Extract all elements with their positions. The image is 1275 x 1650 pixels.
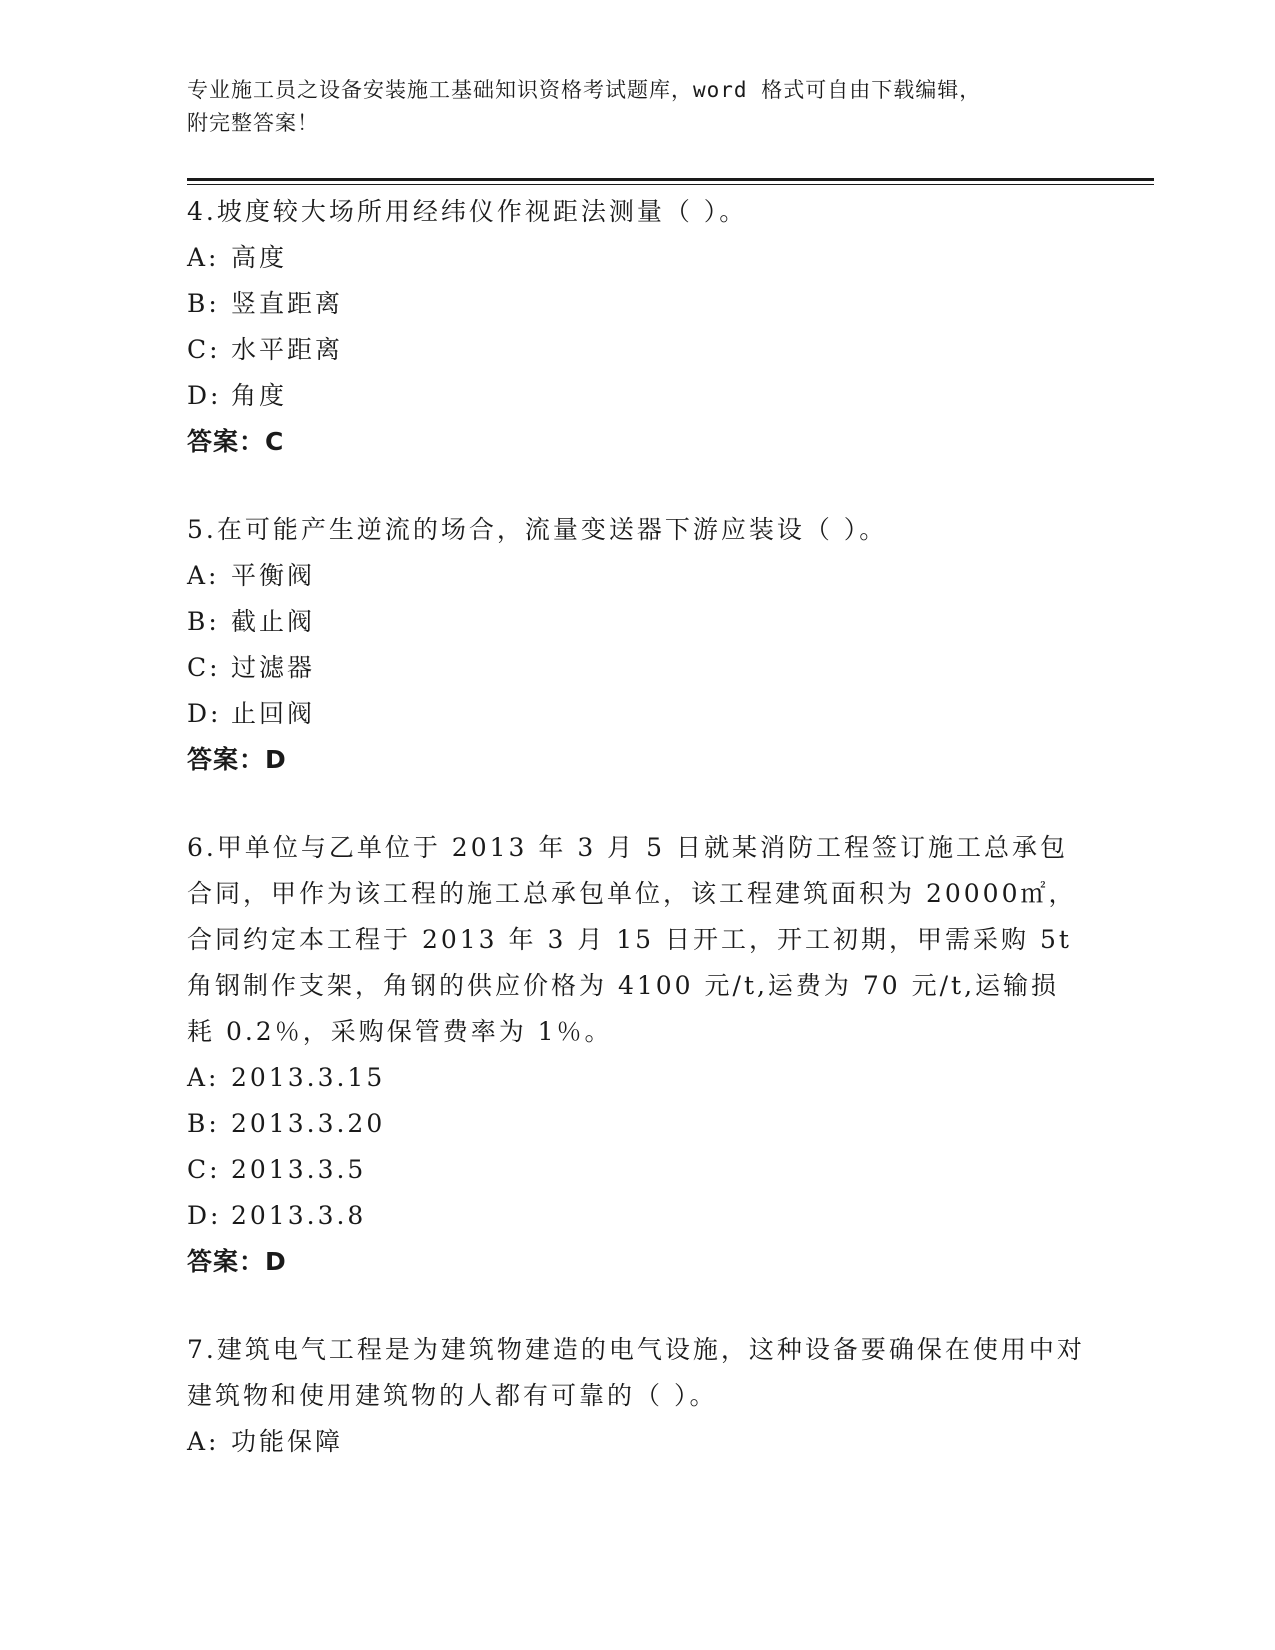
option-text: 高度 [231,243,288,272]
option-d [187,691,1087,737]
option-key: A: [187,243,220,272]
option-text: 止回阀 [231,699,316,728]
option-key: B: [187,1109,220,1138]
option-text: 竖直距离 [231,289,344,318]
option-text: 角度 [231,381,288,410]
option-d [187,1193,1087,1239]
option-a [187,553,1087,599]
question-stem: 5.在可能产生逆流的场合，流量变送器下游应装设（ ）。 [187,515,888,544]
question-6 [187,825,1087,1285]
option-key: B: [187,289,220,318]
header-line-2: 附完整答案！ [187,111,319,135]
option-c [187,1147,1087,1193]
option-text: 2013.3.5 [231,1155,367,1184]
option-text: 2013.3.8 [231,1201,367,1230]
option-c [187,645,1087,691]
option-text: 2013.3.20 [231,1109,386,1138]
option-key: C: [187,653,221,682]
option-b [187,599,1087,645]
option-key: D: [187,699,222,728]
option-text: 水平距离 [231,335,344,364]
option-c [187,327,1087,373]
answer-label: 答案：D [187,745,287,774]
answer-label: 答案：D [187,1247,287,1276]
header-divider-thin [187,184,1154,185]
option-key: D: [187,1201,222,1230]
option-key: D: [187,381,222,410]
question-list [187,189,1087,1507]
option-key: B: [187,607,220,636]
header-line-1: 专业施工员之设备安装施工基础知识资格考试题库，word 格式可自由下载编辑， [187,78,982,102]
option-a [187,1055,1087,1101]
option-b [187,1101,1087,1147]
question-stem: 7.建筑电气工程是为建筑物建造的电气设施，这种设备要确保在使用中对建筑物和使用建筑物的人都有可靠的（ ）。 [187,1335,1085,1410]
option-d [187,373,1087,419]
option-key: A: [187,1427,220,1456]
question-stem: 6.甲单位与乙单位于 2013 年 3 月 5 日就某消防工程签订施工总承包合同，甲作为该工程的施工总承包单位，该工程建筑面积为 20000㎡，合同约定本工程于 2013 年 3 月 15 日开工，开工初期，甲需采购 5t 角钢制作支架，角钢的供应价格为 4100 元/t,运费为 70 元/t,运输损耗 0.2％，采购保管费率为 1％。 [187,833,1077,1046]
option-key: C: [187,1155,221,1184]
document-header [187,74,1067,140]
option-a [187,1419,1087,1465]
question-5 [187,507,1087,783]
option-text: 过滤器 [231,653,316,682]
option-key: A: [187,1063,220,1092]
option-text: 截止阀 [231,607,316,636]
answer-label: 答案：C [187,427,285,456]
header-divider-thick [187,178,1154,181]
option-key: A: [187,561,220,590]
question-4 [187,189,1087,465]
option-text: 功能保障 [231,1427,344,1456]
option-text: 平衡阀 [231,561,316,590]
option-text: 2013.3.15 [231,1063,386,1092]
question-stem: 4.坡度较大场所用经纬仪作视距法测量（ ）。 [187,197,748,226]
option-a [187,235,1087,281]
question-7 [187,1327,1087,1465]
option-key: C: [187,335,221,364]
option-b [187,281,1087,327]
